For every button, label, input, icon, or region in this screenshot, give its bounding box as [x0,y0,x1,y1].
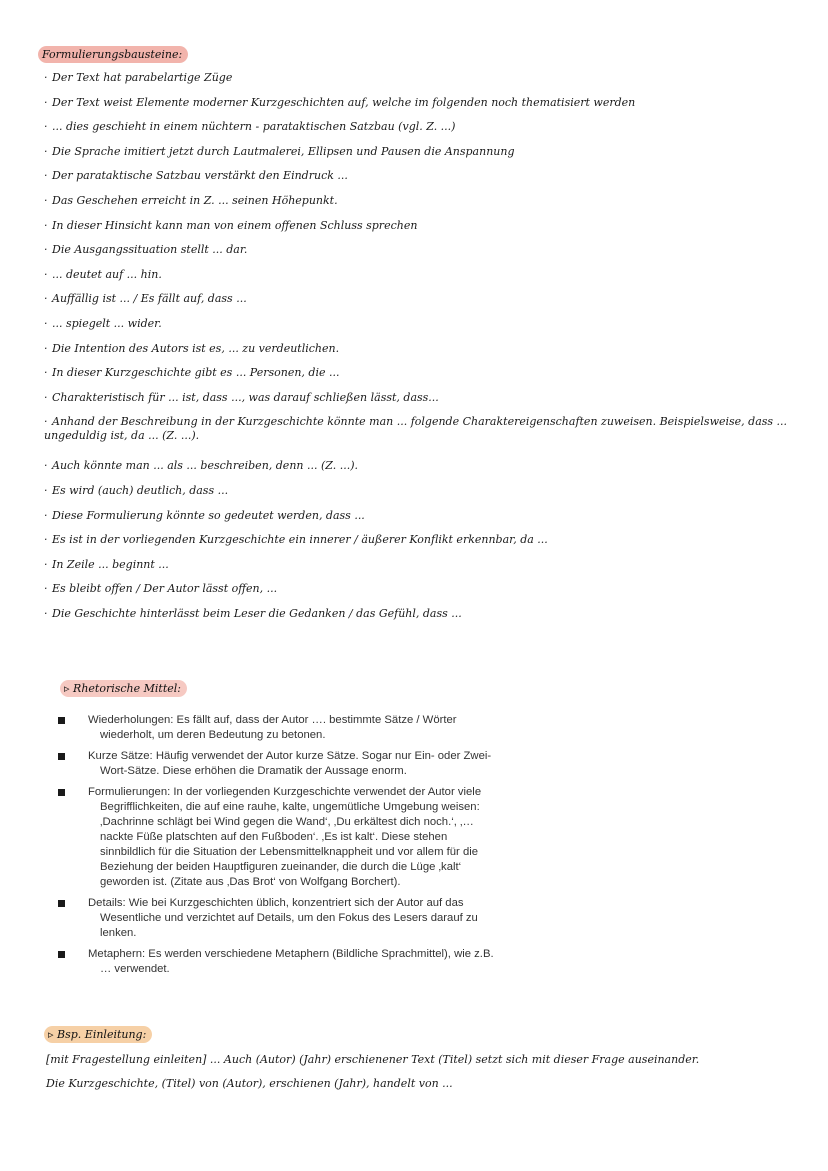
phrase-item [44,533,824,555]
rhetoric-item [58,947,498,977]
square-bullet-icon [58,951,65,958]
rhetoric-item-text: Details: Wie bei Kurzgeschichten üblich, konzentriert sich der Autor auf das Wesentliche und verzichtet auf Details, um den Fokus des Lesers darauf zu lenken. [88,897,478,939]
rhetoric-item-text: Kurze Sätze: Häufig verwendet der Autor kurze Sätze. Sogar nur Ein- oder Zwei-Wort-Sätze. Diese erhöhen die Dramatik der Aussage enorm. [88,750,492,777]
triangle-icon: ▹ [64,682,70,695]
phrase-item [44,169,824,191]
rhetoric-item-text: Metaphern: Es werden verschiedene Metaphern (Bildliche Sprachmittel), wie z.B. … verwendet. [88,948,494,975]
triangle-icon: ▹ [48,1028,54,1041]
bullet-icon: · [44,607,48,620]
intro-line: Die Kurzgeschichte, (Titel) von (Autor), erschienen (Jahr), handelt von ... [46,1077,453,1090]
phrase-item [44,219,824,241]
phrase-text: Der Text hat parabelartige Züge [52,71,233,84]
phrase-item [44,366,824,388]
phrase-text: Die Intention des Autors ist es, ... zu verdeutlichen. [52,341,340,355]
intro-line: [mit Fragestellung einleiten] ... Auch (Autor) (Jahr) erschienener Text (Titel) setzt sich mit dieser Frage auseinander. [46,1053,700,1066]
phrase-text: In dieser Hinsicht kann man von einem offenen Schluss sprechen [52,218,418,232]
phrase-item [44,194,824,216]
bullet-icon: · [44,317,48,330]
phrase-item [44,582,824,604]
square-bullet-icon [58,717,65,724]
phrase-item [44,145,824,167]
phrase-item [44,317,824,339]
bullet-icon: · [44,218,48,232]
phrase-text: Die Sprache imitiert jetzt durch Lautmalerei, Ellipsen und Pausen die Anspannung [52,144,515,158]
square-bullet-icon [58,900,65,907]
bullet-icon: · [44,144,48,158]
phrase-text: In dieser Kurzgeschichte gibt es ... Personen, die ... [52,366,340,380]
rhetoric-item [58,785,498,890]
bullet-icon: · [44,582,48,596]
phrase-text: ... deutet auf ... hin. [52,267,162,281]
rhetoric-item [58,749,498,779]
phrase-item [44,243,824,265]
phrase-text: Diese Formulierung könnte so gedeutet werden, dass ... [52,508,365,522]
bullet-icon: · [44,557,48,571]
phrase-text: Die Geschichte hinterlässt beim Leser die Gedanken / das Gefühl, dass ... [52,607,462,620]
section-heading-einleitung [44,1026,152,1043]
bullet-icon: · [44,71,48,84]
phrase-item [44,459,824,481]
phrase-item [44,484,824,506]
bullet-icon: · [44,169,48,183]
bullet-icon: · [44,533,48,547]
phrase-item [44,391,824,413]
phrase-item [44,415,804,451]
phrase-item [44,120,824,142]
phrase-text: ... dies geschieht in einem nüchtern - parataktischen Satzbau (vgl. Z. ...) [52,120,456,134]
section-heading-rhetorische-mittel [60,680,187,697]
rhetoric-item-text: Wiederholungen: Es fällt auf, dass der Autor …. bestimmte Sätze / Wörter wiederholt, um deren Bedeutung zu betonen. [88,714,457,741]
phrase-item [44,509,824,531]
phrase-text: Die Ausgangssituation stellt ... dar. [52,243,248,257]
phrase-text: Der Text weist Elemente moderner Kurzgeschichten auf, welche im folgenden noch thematisiert werden [52,95,636,109]
phrase-text: Es wird (auch) deutlich, dass ... [52,484,229,497]
rhetoric-item-text: Formulierungen: In der vorliegenden Kurzgeschichte verwendet der Autor viele Begrifflichkeiten, die auf eine rauhe, kalte, ungemütliche Umgebung weisen: ‚Dachrinne schlägt bei Wind gegen die Wand‘, ‚Du erkältest dich noch.‘, ‚…nackte Füße platschten auf den Fußboden‘. ‚Es ist kalt‘. Diese stehen sinnbildlich für die Situation der Lebensmittelknappheit und vor allem für die Beziehung der beiden Hauptfiguren zueinander, die durch die Lüge ‚kalt‘ geworden ist. (Zitate aus ‚Das Brot‘ von Wolfgang Borchert). [88,786,482,888]
bullet-icon: · [44,484,48,497]
rhetoric-item [58,713,498,743]
phrase-text: Charakteristisch für ... ist, dass ..., was darauf schließen lässt, dass... [52,390,439,404]
phrase-item [44,558,824,580]
phrase-item [44,268,824,290]
section-heading-formulierungsbausteine: Formulierungsbausteine: [38,46,188,63]
bullet-icon: · [44,267,48,281]
phrase-item [44,96,824,118]
square-bullet-icon [58,789,65,796]
bullet-icon: · [44,415,48,429]
phrase-text: Anhand der Beschreibung in der Kurzgeschichte könnte man ... folgende Charaktereigenschaften zuweisen. Beispielsweise, dass ... ungeduldig ist, da ... (Z. ...). [44,415,788,443]
bullet-icon: · [44,194,48,207]
bullet-icon: · [44,459,48,473]
rhetoric-list [58,713,498,983]
bullet-icon: · [44,508,48,522]
bullet-icon: · [44,292,48,306]
phrase-item [44,342,824,364]
phrase-item [44,292,824,314]
section-heading-label: Bsp. Einleitung: [57,1028,147,1041]
phrase-text: Auffällig ist ... / Es fällt auf, dass ... [52,292,247,306]
bullet-icon: · [44,366,48,380]
bullet-icon: · [44,243,48,257]
bullet-icon: · [44,341,48,355]
phrase-text: Der parataktische Satzbau verstärkt den Eindruck ... [52,169,348,183]
bullet-icon: · [44,95,48,109]
bullet-icon: · [44,390,48,404]
phrase-item [44,607,824,629]
phrase-text: Auch könnte man ... als ... beschreiben, denn ... (Z. ...). [52,459,358,473]
phrase-text: Das Geschehen erreicht in Z. ... seinen Höhepunkt. [52,194,338,207]
section-heading-label: Rhetorische Mittel: [73,682,181,695]
phrase-text: In Zeile ... beginnt ... [52,557,169,571]
bullet-icon: · [44,120,48,134]
phrase-text: Es bleibt offen / Der Autor lässt offen, ... [52,582,278,596]
phrase-item [44,71,824,93]
phrase-text: ... spiegelt ... wider. [52,317,162,330]
rhetoric-item [58,896,498,941]
square-bullet-icon [58,753,65,760]
phrase-text: Es ist in der vorliegenden Kurzgeschichte ein innerer / äußerer Konflikt erkennbar, da ... [52,533,548,547]
